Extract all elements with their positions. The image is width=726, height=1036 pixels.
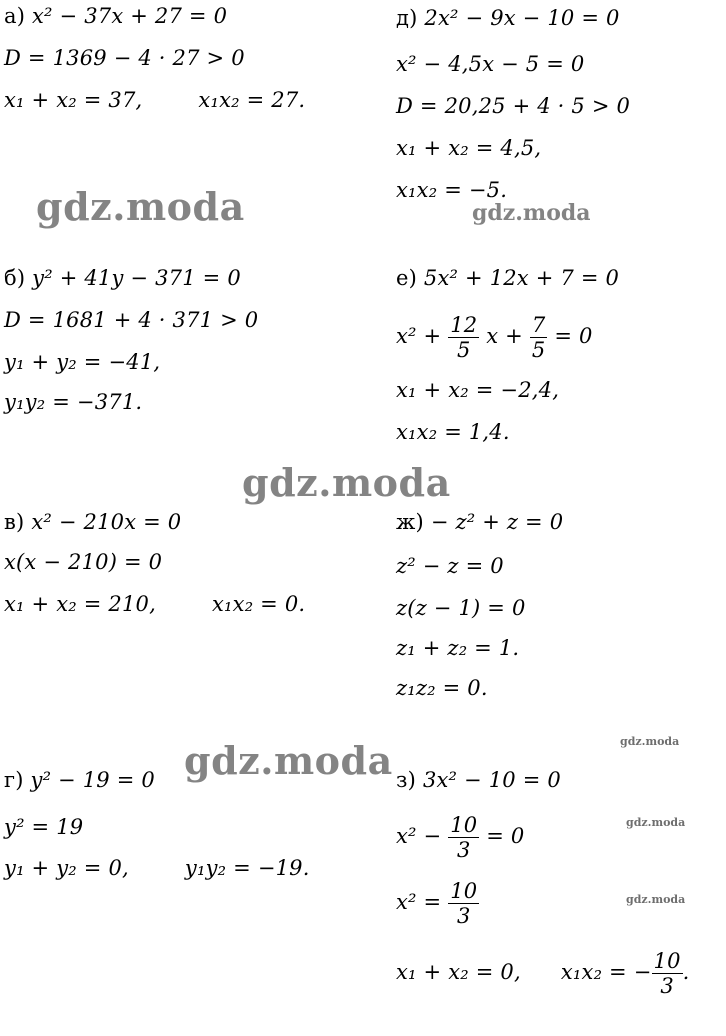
fraction: $\frac{7}{5}$ xyxy=(531,313,546,362)
problem-a-equation: а) x² − 37x + 27 = 0 xyxy=(4,4,228,28)
problem-g-vieta: y₁ + y₂ = 0, y₁y₂ = −19. xyxy=(4,856,310,880)
problem-b-sum: y₁ + y₂ = −41, xyxy=(4,350,161,374)
fraction: $\frac{10}{3}$ xyxy=(450,879,478,928)
fraction: $\frac{10}{3}$ xyxy=(450,813,478,862)
problem-d-equation: д) 2x² − 9x − 10 = 0 xyxy=(396,6,620,30)
watermark: gdz.moda xyxy=(620,735,680,748)
problem-e-equation: е) 5x² + 12x + 7 = 0 xyxy=(396,266,620,290)
problem-zh-step1: z² − z = 0 xyxy=(396,554,504,578)
watermark: gdz.moda xyxy=(184,738,393,783)
watermark: gdz.moda xyxy=(36,184,245,229)
watermark: gdz.moda xyxy=(626,816,686,829)
problem-zh-equation: ж) − z² + z = 0 xyxy=(396,510,564,534)
watermark: gdz.moda xyxy=(472,200,591,226)
problem-zh-product: z₁z₂ = 0. xyxy=(396,676,488,700)
problem-d-sum: x₁ + x₂ = 4,5, xyxy=(396,136,542,160)
problem-zh-sum: z₁ + z₂ = 1. xyxy=(396,636,520,660)
problem-a-vieta: x₁ + x₂ = 37, x₁x₂ = 27. xyxy=(4,88,306,112)
problem-zh-step2: z(z − 1) = 0 xyxy=(396,596,526,620)
problem-z-equation: з) 3x² − 10 = 0 xyxy=(396,768,561,792)
problem-b-product: y₁y₂ = −371. xyxy=(4,390,143,414)
problem-b-discriminant: D = 1681 + 4 · 371 > 0 xyxy=(4,308,259,332)
problem-a-discriminant: D = 1369 − 4 · 27 > 0 xyxy=(4,46,245,70)
problem-e-product: x₁x₂ = 1,4. xyxy=(396,420,510,444)
problem-v-factor: x(x − 210) = 0 xyxy=(4,550,163,574)
fraction: $\frac{12}{5}$ xyxy=(450,313,478,362)
problem-d-product: x₁x₂ = −5. xyxy=(396,178,508,202)
problem-z-vieta: x₁ + x₂ = 0, x₁x₂ = − $\frac{10}{3}$ . xyxy=(396,949,690,998)
problem-g-equation: г) y² − 19 = 0 xyxy=(4,768,155,792)
watermark: gdz.moda xyxy=(626,893,686,906)
problem-g-step: y² = 19 xyxy=(4,815,84,839)
fraction: $\frac{10}{3}$ xyxy=(653,949,681,998)
problem-v-equation: в) x² − 210x = 0 xyxy=(4,510,182,534)
problem-d-discriminant: D = 20,25 + 4 · 5 > 0 xyxy=(396,94,631,118)
problem-d-reduced: x² − 4,5x − 5 = 0 xyxy=(396,52,585,76)
problem-e-reduced: x² + $\frac{12}{5}$ x + $\frac{7}{5}$ = 0 xyxy=(396,313,593,362)
problem-z-step2: x² = $\frac{10}{3}$ xyxy=(396,879,478,928)
problem-z-step1: x² − $\frac{10}{3}$ = 0 xyxy=(396,813,525,862)
problem-b-equation: б) y² + 41y − 371 = 0 xyxy=(4,266,241,290)
problem-e-sum: x₁ + x₂ = −2,4, xyxy=(396,378,560,402)
watermark: gdz.moda xyxy=(242,460,451,505)
problem-v-vieta: x₁ + x₂ = 210, x₁x₂ = 0. xyxy=(4,592,306,616)
